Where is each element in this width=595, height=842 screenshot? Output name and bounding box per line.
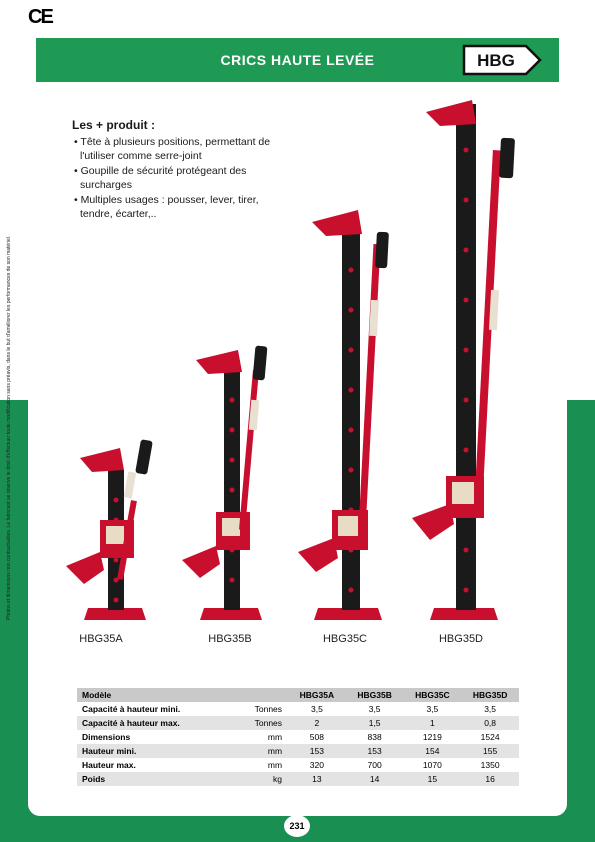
spec-unit: Tonnes xyxy=(235,716,288,730)
spec-value: 14 xyxy=(346,772,404,786)
table-row xyxy=(77,744,519,758)
table-row xyxy=(77,758,519,772)
spec-value: 3,5 xyxy=(484,704,497,714)
spec-table-header-row xyxy=(77,688,519,702)
feature-item: • Goupille de sécurité protégeant des surcharges xyxy=(74,164,247,191)
spec-unit: Tonnes xyxy=(254,704,283,714)
spec-value: 1,5 xyxy=(346,716,404,730)
table-row xyxy=(77,772,519,786)
spec-value: 153 xyxy=(288,744,346,758)
spec-value: 154 xyxy=(404,744,462,758)
table-row xyxy=(77,702,519,716)
ce-mark: CE xyxy=(28,6,52,28)
spec-value: 13 xyxy=(288,772,346,786)
spec-label: Dimensions xyxy=(82,732,131,742)
spec-value: 16 xyxy=(461,772,519,786)
spec-unit: kg xyxy=(235,772,288,786)
page-number: 231 xyxy=(284,815,310,837)
product-label-hbg35d: HBG35D xyxy=(438,633,484,645)
spec-value: 1070 xyxy=(422,760,442,770)
features-title: Les + produit : xyxy=(72,118,156,132)
spec-value: 2 xyxy=(288,716,346,730)
product-photos xyxy=(60,95,540,625)
spec-value: 3,5 xyxy=(310,704,323,714)
spec-unit: mm xyxy=(267,760,283,770)
hbg-brand-logo xyxy=(460,43,544,77)
product-label-hbg35b: HBG35B xyxy=(208,633,252,645)
spec-value: 1350 xyxy=(480,760,500,770)
product-label-hbg35a: HBG35A xyxy=(79,633,123,645)
spec-value: 1 xyxy=(404,716,462,730)
spec-value: 155 xyxy=(461,744,519,758)
spec-value: 1524 xyxy=(480,732,500,742)
spec-value: 15 xyxy=(404,772,462,786)
jack-photo-hbg35d xyxy=(412,100,515,620)
spec-label: Capacité à hauteur max. xyxy=(77,716,235,730)
spec-header xyxy=(235,688,288,702)
spec-header: HBG35B xyxy=(346,688,404,702)
disclaimer-side-text: Photos et dimensions non contractuelles. Le fabricant se réserve le droit d'effectuer toute modification sans préavis, dans le but d'améliorer les performances de son matériel. xyxy=(6,235,12,620)
spec-header: HBG35A xyxy=(288,688,346,702)
feature-item: • Multiples usages : pousser, lever, tirer, tendre, écarter,.. xyxy=(74,193,259,220)
spec-value: 3,5 xyxy=(368,704,381,714)
spec-value: 3,5 xyxy=(426,704,439,714)
spec-label: Hauteur mini. xyxy=(77,744,235,758)
product-label-hbg35c: HBG35C xyxy=(322,633,368,645)
spec-value: 838 xyxy=(367,732,382,742)
spec-header: Modèle xyxy=(77,688,235,702)
spec-unit: mm xyxy=(235,744,288,758)
spec-value: 508 xyxy=(309,732,324,742)
spec-unit: mm xyxy=(267,732,283,742)
spec-header: HBG35C xyxy=(404,688,462,702)
spec-label: Hauteur max. xyxy=(82,760,136,770)
table-row xyxy=(77,716,519,730)
spec-value: 320 xyxy=(309,760,324,770)
table-row xyxy=(77,730,519,744)
spec-label: Capacité à hauteur mini. xyxy=(82,704,181,714)
spec-table xyxy=(77,688,519,786)
spec-label: Poids xyxy=(77,772,235,786)
spec-value: 153 xyxy=(346,744,404,758)
jack-photo-hbg35b xyxy=(182,346,267,620)
brand-text: HBG xyxy=(477,51,515,70)
jack-photo-hbg35c xyxy=(298,210,389,620)
jack-photo-hbg35a xyxy=(66,439,153,620)
spec-value: 700 xyxy=(367,760,382,770)
spec-header: HBG35D xyxy=(461,688,519,702)
spec-value: 0,8 xyxy=(461,716,519,730)
feature-item: • Tête à plusieurs positions, permettant de l'utiliser comme serre-joint xyxy=(74,135,271,162)
spec-value: 1219 xyxy=(422,732,442,742)
page-title: CRICS HAUTE LEVÉE xyxy=(220,52,375,68)
